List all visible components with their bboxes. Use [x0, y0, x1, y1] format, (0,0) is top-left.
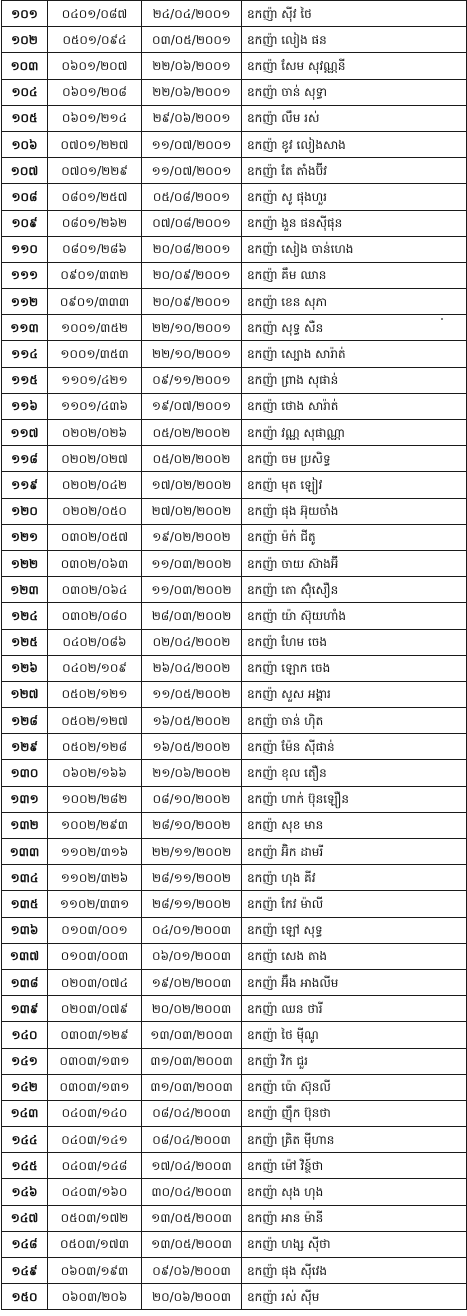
table-row: [2, 420, 467, 446]
row-number-cell: ១៣៧: [2, 943, 48, 969]
row-number-cell: ១២៤: [2, 603, 48, 629]
row-number-cell: ១២៣: [2, 577, 48, 603]
table-row: [2, 262, 467, 288]
table-row: [2, 315, 467, 341]
table-row: [2, 1100, 467, 1126]
date-cell: ១៩/០២/២០០២: [142, 524, 242, 550]
row-number-cell: ១៤៩: [2, 1258, 48, 1284]
name-cell: ឧកញ៉ា សែម សុវណ្ណនី: [242, 53, 467, 79]
name-cell: ឧកញ៉ា រស់ ស៊ីម: [242, 1284, 467, 1310]
reference-number-cell: ០៥០៣/១៧២: [48, 1205, 142, 1231]
date-cell: ១៧/០២/២០០២: [142, 472, 242, 498]
table-row: [2, 917, 467, 943]
name-cell: ឧកញ៉ា តែ តាំងប៊ីវ: [242, 158, 467, 184]
date-cell: ០២/០៤/២០០២: [142, 629, 242, 655]
name-cell: ឧកញ៉ា ឈន ថារី: [242, 996, 467, 1022]
row-number-cell: ១២៧: [2, 681, 48, 707]
row-number-cell: ១១៩: [2, 472, 48, 498]
name-cell: ឧកញ៉ា ខេន សុភា: [242, 289, 467, 315]
reference-number-cell: ០៤០២/០៨៦: [48, 629, 142, 655]
reference-number-cell: ០៤០៣/១៤០: [48, 1100, 142, 1126]
table-row: [2, 1048, 467, 1074]
name-cell: ឧកញ៉ា ចាយ ស៊ាងអ៊ី: [242, 550, 467, 576]
date-cell: ២៨/០៣/២០០២: [142, 603, 242, 629]
registry-table-body: [2, 1, 467, 1310]
reference-number-cell: ០៣០៣/១៣១: [48, 1048, 142, 1074]
row-number-cell: ១២០: [2, 498, 48, 524]
table-row: [2, 131, 467, 157]
reference-number-cell: ០៤០៣/១៤១: [48, 1127, 142, 1153]
table-row: [2, 1127, 467, 1153]
date-cell: ២០/០៨/២០០១: [142, 236, 242, 262]
name-cell: ឧកញ៉ា កែវ ម៉ាលី: [242, 891, 467, 917]
name-cell: ឧកញ៉ា យ៉ា ស៊ុយហាំង: [242, 603, 467, 629]
date-cell: ១១/០៣/២០០២: [142, 550, 242, 576]
table-row: [2, 550, 467, 576]
reference-number-cell: ០៨០១/២៥៧: [48, 184, 142, 210]
date-cell: ២២/០៦/២០០១: [142, 53, 242, 79]
row-number-cell: ១១៧: [2, 420, 48, 446]
reference-number-cell: ១១០២/៣២៦: [48, 865, 142, 891]
date-cell: ២៨/១១/២០០២: [142, 865, 242, 891]
reference-number-cell: ១១០២/៣១៦: [48, 839, 142, 865]
name-cell: ឧកញ៉ា ផុង អ៊ុយចាំង: [242, 498, 467, 524]
table-row: [2, 629, 467, 655]
date-cell: ១៣/០៥/២០០៣: [142, 1231, 242, 1257]
date-cell: ០៩/០៦/២០០៣: [142, 1258, 242, 1284]
date-cell: ១៧/០៤/២០០៣: [142, 1153, 242, 1179]
table-row: [2, 210, 467, 236]
row-number-cell: ១១៣: [2, 315, 48, 341]
name-cell: ឧកញ៉ា ផុង ស៊ីវេង: [242, 1258, 467, 1284]
reference-number-cell: ០៣០៣/១៣១: [48, 1074, 142, 1100]
reference-number-cell: ១០០២/២៩៣: [48, 812, 142, 838]
row-number-cell: ១២១: [2, 524, 48, 550]
reference-number-cell: ០៧០១/២២៩: [48, 158, 142, 184]
row-number-cell: ១០៥: [2, 105, 48, 131]
date-cell: ២៨/១០/២០០២: [142, 812, 242, 838]
table-row: [2, 105, 467, 131]
reference-number-cell: ០៣០៣/១២៩: [48, 1022, 142, 1048]
date-cell: ០៨/០៤/២០០៣: [142, 1100, 242, 1126]
date-cell: ២២/១០/២០០១: [142, 315, 242, 341]
name-cell: ឧកញ៉ា ចម ប្រសិទ្ធ: [242, 446, 467, 472]
reference-number-cell: ០១០៣/០០៣: [48, 943, 142, 969]
date-cell: ០៥/០២/២០០២: [142, 420, 242, 446]
row-number-cell: ១១២: [2, 289, 48, 315]
date-cell: ០៨/០៤/២០០៣: [142, 1127, 242, 1153]
table-row: [2, 1153, 467, 1179]
row-number-cell: ១២៩: [2, 734, 48, 760]
reference-number-cell: ០៥០៣/១៧៣: [48, 1231, 142, 1257]
reference-number-cell: ០២០២/០២៧: [48, 446, 142, 472]
date-cell: ០៣/០៥/២០០១: [142, 27, 242, 53]
name-cell: ឧកញ៉ា ហុង គីវ: [242, 865, 467, 891]
table-row: [2, 289, 467, 315]
name-cell: ឧកញ៉ា សួស អង្គារ: [242, 681, 467, 707]
date-cell: ២៦/០៤/២០០២: [142, 655, 242, 681]
name-cell: ឧកញ៉ា សូ ផុងហួរ: [242, 184, 467, 210]
row-number-cell: ១៤២: [2, 1074, 48, 1100]
row-number-cell: ១០៣: [2, 53, 48, 79]
reference-number-cell: ០៥០២/១២១: [48, 681, 142, 707]
name-cell: ឧកញ៉ា ងួន ផនស៊ីផុន: [242, 210, 467, 236]
reference-number-cell: ០៦០១/២០៨: [48, 79, 142, 105]
table-row: [2, 865, 467, 891]
name-cell: ឧកញ៉ា ម៉ែន ស៊ីផាន់: [242, 734, 467, 760]
reference-number-cell: ១០០១/៣៥២: [48, 315, 142, 341]
table-row: [2, 1179, 467, 1205]
name-cell: ឧកញ៉ា លៀង ផន: [242, 27, 467, 53]
date-cell: ០៩/១១/២០០១: [142, 367, 242, 393]
table-row: [2, 603, 467, 629]
name-cell: ឧកញ៉ា ម៉ៅ វិន្ថ៍ថា: [242, 1153, 467, 1179]
reference-number-cell: ០៣០២/០៦៣: [48, 550, 142, 576]
row-number-cell: ១៣៦: [2, 917, 48, 943]
reference-number-cell: ០៨០១/២៨៦: [48, 236, 142, 262]
table-row: [2, 53, 467, 79]
date-cell: ២០/០៩/២០០១: [142, 289, 242, 315]
date-cell: ១១/០៧/២០០១: [142, 158, 242, 184]
date-cell: ០៥/០២/២០០២: [142, 446, 242, 472]
name-cell: ឧកញ៉ា លឹម រស់: [242, 105, 467, 131]
name-cell: ឧកញ៉ា ថោង សារ៉ាត់: [242, 393, 467, 419]
reference-number-cell: ០៦០២/១៦៦: [48, 760, 142, 786]
reference-number-cell: ០២០២/០២៦: [48, 420, 142, 446]
table-row: [2, 943, 467, 969]
name-cell: ឧកញ៉ា គឹម ឈាន: [242, 262, 467, 288]
date-cell: ១១/០៧/២០០១: [142, 131, 242, 157]
row-number-cell: ១៣៩: [2, 996, 48, 1022]
reference-number-cell: ០៤០១/០៨៧: [48, 1, 142, 27]
row-number-cell: ១៣៣: [2, 839, 48, 865]
reference-number-cell: ០២០៣/០៧៤: [48, 969, 142, 995]
row-number-cell: ១៤៤: [2, 1127, 48, 1153]
reference-number-cell: ០៧០១/២២៧: [48, 131, 142, 157]
date-cell: ២៨/១១/២០០២: [142, 891, 242, 917]
row-number-cell: ១២២: [2, 550, 48, 576]
reference-number-cell: ០៦០៣/២០៦: [48, 1284, 142, 1310]
name-cell: ឧកញ៉ា អ៊ិក ដាមរី: [242, 839, 467, 865]
name-cell: ឧកញ៉ា វិក ជួរ: [242, 1048, 467, 1074]
reference-number-cell: ០៥០២/១២៧: [48, 708, 142, 734]
date-cell: ១៣/០៥/២០០៣: [142, 1205, 242, 1231]
date-cell: ១៣/០៣/២០០៣: [142, 1022, 242, 1048]
row-number-cell: ១៤១: [2, 1048, 48, 1074]
table-row: [2, 577, 467, 603]
name-cell: ឧកញ៉ា គ្រិត ម៉ីហាន: [242, 1127, 467, 1153]
reference-number-cell: ០៩០១/៣៣២: [48, 262, 142, 288]
reference-number-cell: ០៥០២/១២៨: [48, 734, 142, 760]
name-cell: ឧកញ៉ា ចាន់ ហ៊ិត: [242, 708, 467, 734]
name-cell: ឧកញ៉ា សេង តាង: [242, 943, 467, 969]
row-number-cell: ១៤៥: [2, 1153, 48, 1179]
date-cell: ២៧/០២/២០០២: [142, 498, 242, 524]
name-cell: ឧកញ៉ា ហាក់ ប៊ុនឡឿន: [242, 786, 467, 812]
row-number-cell: ១៣៤: [2, 865, 48, 891]
table-row: [2, 708, 467, 734]
table-row: [2, 1, 467, 27]
name-cell: ឧកញ៉ា សៀង ចាន់ហេង: [242, 236, 467, 262]
row-number-cell: ១០១: [2, 1, 48, 27]
table-row: [2, 1284, 467, 1310]
reference-number-cell: ១០០២/២៨២: [48, 786, 142, 812]
date-cell: ០៦/០១/២០០៣: [142, 943, 242, 969]
table-row: [2, 734, 467, 760]
name-cell: ឧកញ៉ា អ៊ឹង អាងលីម: [242, 969, 467, 995]
date-cell: ២៤/០៤/២០០១: [142, 1, 242, 27]
table-row: [2, 393, 467, 419]
row-number-cell: ១១៤: [2, 341, 48, 367]
row-number-cell: ១២៥: [2, 629, 48, 655]
table-row: [2, 655, 467, 681]
table-row: [2, 446, 467, 472]
table-row: [2, 812, 467, 838]
name-cell: ឧកញ៉ា វណ្ណ សុផាណ្ណា: [242, 420, 467, 446]
row-number-cell: ១១៥: [2, 367, 48, 393]
date-cell: ០៨/១០/២០០២: [142, 786, 242, 812]
date-cell: ១៩/០៧/២០០១: [142, 393, 242, 419]
scan-speck: [441, 318, 443, 320]
table-row: [2, 1205, 467, 1231]
table-row: [2, 681, 467, 707]
date-cell: ១៩/០២/២០០៣: [142, 969, 242, 995]
row-number-cell: ១២៦: [2, 655, 48, 681]
row-number-cell: ១០៦: [2, 131, 48, 157]
row-number-cell: ១០៩: [2, 210, 48, 236]
reference-number-cell: ០៦០១/២០៧: [48, 53, 142, 79]
reference-number-cell: ០៤០៣/១៤៨: [48, 1153, 142, 1179]
table-row: [2, 969, 467, 995]
row-number-cell: ១៣១: [2, 786, 48, 812]
table-row: [2, 1022, 467, 1048]
row-number-cell: ១០២: [2, 27, 48, 53]
table-row: [2, 839, 467, 865]
row-number-cell: ១០៨: [2, 184, 48, 210]
date-cell: ២៩/០៦/២០០១: [142, 105, 242, 131]
name-cell: ឧកញ៉ា ស៊ីវ ថៃ: [242, 1, 467, 27]
table-row: [2, 27, 467, 53]
table-row: [2, 1258, 467, 1284]
row-number-cell: ១១៦: [2, 393, 48, 419]
reference-number-cell: ០២០៣/០៧៩: [48, 996, 142, 1022]
table-row: [2, 472, 467, 498]
row-number-cell: ១៥០: [2, 1284, 48, 1310]
table-row: [2, 158, 467, 184]
name-cell: ឧកញ៉ា ខុល តឿន: [242, 760, 467, 786]
name-cell: ឧកញ៉ា ស្បោង សារ៉ាត់: [242, 341, 467, 367]
date-cell: ៣១/០៣/២០០៣: [142, 1074, 242, 1100]
name-cell: ឧកញ៉ា ឡៅ សុទ្ធ: [242, 917, 467, 943]
table-row: [2, 891, 467, 917]
name-cell: ឧកញ៉ា តោ ស៊ុំសឿន: [242, 577, 467, 603]
date-cell: ២២/១០/២០០១: [142, 341, 242, 367]
name-cell: ឧកញ៉ា មុត ឡៀវ: [242, 472, 467, 498]
reference-number-cell: ០៦០១/២១៤: [48, 105, 142, 131]
table-row: [2, 341, 467, 367]
reference-number-cell: ០៩០១/៣៣៣: [48, 289, 142, 315]
table-row: [2, 1231, 467, 1257]
date-cell: ០៤/០១/២០០៣: [142, 917, 242, 943]
date-cell: ២០/០៦/២០០៣: [142, 1284, 242, 1310]
name-cell: ឧកញ៉ា អាន ម៉ានី: [242, 1205, 467, 1231]
table-row: [2, 524, 467, 550]
table-row: [2, 786, 467, 812]
reference-number-cell: ១១០១/៤២១: [48, 367, 142, 393]
date-cell: ១១/០៣/២០០២: [142, 577, 242, 603]
name-cell: ឧកញ៉ា ហង្ស ស៊ីថា: [242, 1231, 467, 1257]
name-cell: ឧកញ៉ា ចាន់ សុទ្ធា: [242, 79, 467, 105]
name-cell: ឧកញ៉ា ញ៉ឹក ប៊ុនថា: [242, 1100, 467, 1126]
table-row: [2, 760, 467, 786]
registry-table: [1, 0, 467, 1310]
date-cell: ២០/០២/២០០៣: [142, 996, 242, 1022]
reference-number-cell: ០៣០២/០៦៤: [48, 577, 142, 603]
table-row: [2, 996, 467, 1022]
reference-number-cell: ០២០២/០៤២: [48, 472, 142, 498]
table-row: [2, 184, 467, 210]
date-cell: ២១/០៦/២០០២: [142, 760, 242, 786]
table-row: [2, 498, 467, 524]
date-cell: ៣១/០៣/២០០៣: [142, 1048, 242, 1074]
reference-number-cell: ០៤០៣/១៦០: [48, 1179, 142, 1205]
reference-number-cell: ០៤០២/១០៩: [48, 655, 142, 681]
row-number-cell: ១៣០: [2, 760, 48, 786]
name-cell: ឧកញ៉ា ម៉ក់ ជីតូ: [242, 524, 467, 550]
row-number-cell: ១៤៦: [2, 1179, 48, 1205]
name-cell: ឧកញ៉ា សុង ហុង: [242, 1179, 467, 1205]
row-number-cell: ១៣៨: [2, 969, 48, 995]
name-cell: ឧកញ៉ា ខូវ លៀងសាង: [242, 131, 467, 157]
row-number-cell: ១៤០: [2, 1022, 48, 1048]
row-number-cell: ១៤៣: [2, 1100, 48, 1126]
row-number-cell: ១០៤: [2, 79, 48, 105]
row-number-cell: ១១០: [2, 236, 48, 262]
name-cell: ឧកញ៉ា ហែម ចេង: [242, 629, 467, 655]
table-row: [2, 79, 467, 105]
row-number-cell: ១០៧: [2, 158, 48, 184]
row-number-cell: ១៣៥: [2, 891, 48, 917]
reference-number-cell: ០៣០២/០៥៧: [48, 524, 142, 550]
table-row: [2, 1074, 467, 1100]
date-cell: ២២/១១/២០០២: [142, 839, 242, 865]
reference-number-cell: ០៦០៣/១៩៣: [48, 1258, 142, 1284]
reference-number-cell: ០១០៣/០០១: [48, 917, 142, 943]
row-number-cell: ១១៨: [2, 446, 48, 472]
reference-number-cell: ១០០១/៣៥៣: [48, 341, 142, 367]
table-row: [2, 367, 467, 393]
row-number-cell: ១៣២: [2, 812, 48, 838]
reference-number-cell: ០៥០១/០៩៤: [48, 27, 142, 53]
reference-number-cell: ០៨០១/២៦២: [48, 210, 142, 236]
name-cell: ឧកញ៉ា ប៉ោ ស៊ុនលី: [242, 1074, 467, 1100]
name-cell: ឧកញ៉ា ថៃ ម៉ីណូ: [242, 1022, 467, 1048]
row-number-cell: ១៤៨: [2, 1231, 48, 1257]
date-cell: ២២/០៦/២០០១: [142, 79, 242, 105]
date-cell: ២០/០៩/២០០១: [142, 262, 242, 288]
reference-number-cell: ០២០២/០៥០: [48, 498, 142, 524]
name-cell: ឧកញ៉ា សុខ មាន: [242, 812, 467, 838]
date-cell: ០៥/០៨/២០០១: [142, 184, 242, 210]
reference-number-cell: ១១០២/៣៣១: [48, 891, 142, 917]
name-cell: ឧកញ៉ា សុទ្ធ សឺន: [242, 315, 467, 341]
date-cell: ៣០/០៤/២០០៣: [142, 1179, 242, 1205]
row-number-cell: ១២៨: [2, 708, 48, 734]
reference-number-cell: ១១០១/៤៣៦: [48, 393, 142, 419]
name-cell: ឧកញ៉ា ព្រាង សុផាន់: [242, 367, 467, 393]
date-cell: ១៦/០៥/២០០២: [142, 734, 242, 760]
row-number-cell: ១១១: [2, 262, 48, 288]
row-number-cell: ១៤៧: [2, 1205, 48, 1231]
table-row: [2, 236, 467, 262]
name-cell: ឧកញ៉ា ឡោក ចេង: [242, 655, 467, 681]
date-cell: ១១/០៥/២០០២: [142, 681, 242, 707]
date-cell: ០៧/០៨/២០០១: [142, 210, 242, 236]
reference-number-cell: ០៣០២/០៨០: [48, 603, 142, 629]
date-cell: ១៦/០៥/២០០២: [142, 708, 242, 734]
